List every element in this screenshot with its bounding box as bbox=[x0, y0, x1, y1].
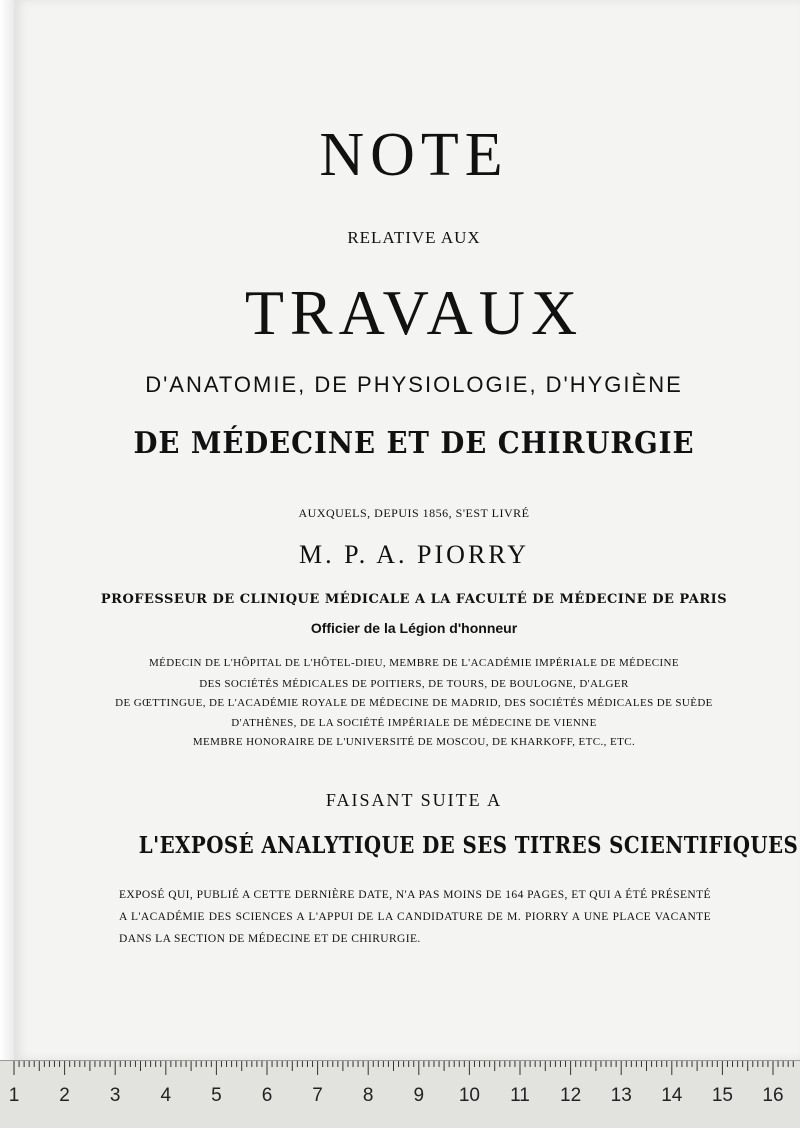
ruler-number: 2 bbox=[59, 1085, 70, 1106]
ruler-number: 16 bbox=[762, 1085, 784, 1106]
ruler-number: 10 bbox=[458, 1085, 480, 1106]
ruler-number: 11 bbox=[510, 1085, 530, 1106]
ruler-number: 13 bbox=[610, 1085, 632, 1106]
professeur-line: PROFESSEUR DE CLINIQUE MÉDICALE A LA FACULTÉ DE MÉDECINE DE PARIS bbox=[100, 592, 728, 607]
title-line: MEMBRE HONORAIRE DE L'UNIVERSITÉ DE MOSCOU, DE KHARKOFF, ETC., ETC. bbox=[192, 736, 636, 748]
title-line: DES SOCIÉTÉS MÉDICALES DE POITIERS, DE TOURS, DE BOULOGNE, D'ALGER bbox=[199, 678, 629, 690]
ruler-number: 14 bbox=[661, 1085, 683, 1106]
ruler-number: 15 bbox=[711, 1085, 733, 1106]
scanned-page bbox=[14, 0, 800, 1060]
ruler-number: 12 bbox=[560, 1085, 582, 1106]
author-name: M. P. A. PIORRY bbox=[299, 540, 529, 569]
page-edge-shadow bbox=[0, 0, 14, 1060]
ruler-number: 4 bbox=[160, 1085, 172, 1106]
officier-line: Officier de la Légion d'honneur bbox=[310, 620, 518, 636]
ruler-number: 5 bbox=[211, 1085, 222, 1106]
ruler-number: 3 bbox=[109, 1085, 121, 1106]
relative-line: RELATIVE AUX bbox=[347, 228, 481, 247]
faisant-suite-line: FAISANT SUITE A bbox=[325, 790, 503, 810]
measuring-ruler bbox=[0, 1060, 800, 1128]
travaux-heading: TRAVAUX bbox=[244, 277, 584, 348]
ruler-number: 7 bbox=[312, 1085, 323, 1106]
title-line: MÉDECIN DE L'HÔPITAL DE L'HÔTEL-DIEU, MEMBRE DE L'ACADÉMIE IMPÉRIALE DE MÉDECINE bbox=[148, 657, 680, 669]
auxquels-line: AUXQUELS, DEPUIS 1856, S'EST LIVRÉ bbox=[298, 506, 530, 520]
title-line: D'ATHÈNES, DE LA SOCIÉTÉ IMPÉRIALE DE MÉDECINE DE VIENNE bbox=[231, 717, 597, 729]
expose-heading: L'EXPOSÉ ANALYTIQUE DE SES TITRES SCIENTIFIQUES bbox=[138, 832, 799, 859]
ruler-number: 8 bbox=[362, 1085, 374, 1106]
medecine-subtitle: DE MÉDECINE ET DE CHIRURGIE bbox=[133, 426, 695, 461]
anatomie-subtitle: D'ANATOMIE, DE PHYSIOLOGIE, D'HYGIÈNE bbox=[145, 372, 683, 397]
ruler-number: 1 bbox=[8, 1085, 20, 1106]
description-paragraph: EXPOSÉ QUI, PUBLIÉ A CETTE DERNIÈRE DATE, N'A PAS MOINS DE 164 PAGES, ET QUI A ÉTÉ PRÉSENTÉ A L'ACADÉMIE DES SCIENCES A L'APPUI DE LA CANDIDATURE DE M. PIORRY A UNE PLACE VACANTE DANS LA SECTION DE MÉDECINE ET DE CHIRURGIE. bbox=[119, 889, 711, 945]
ruler-scale bbox=[0, 1061, 800, 1128]
ruler-number: 9 bbox=[413, 1085, 425, 1106]
title-line: DE GŒTTINGUE, DE L'ACADÉMIE ROYALE DE MÉDECINE DE MADRID, DES SOCIÉTÉS MÉDICALES DE SUÈDE bbox=[115, 697, 713, 709]
ruler-number: 6 bbox=[261, 1085, 273, 1106]
document-title: NOTE bbox=[319, 121, 509, 189]
